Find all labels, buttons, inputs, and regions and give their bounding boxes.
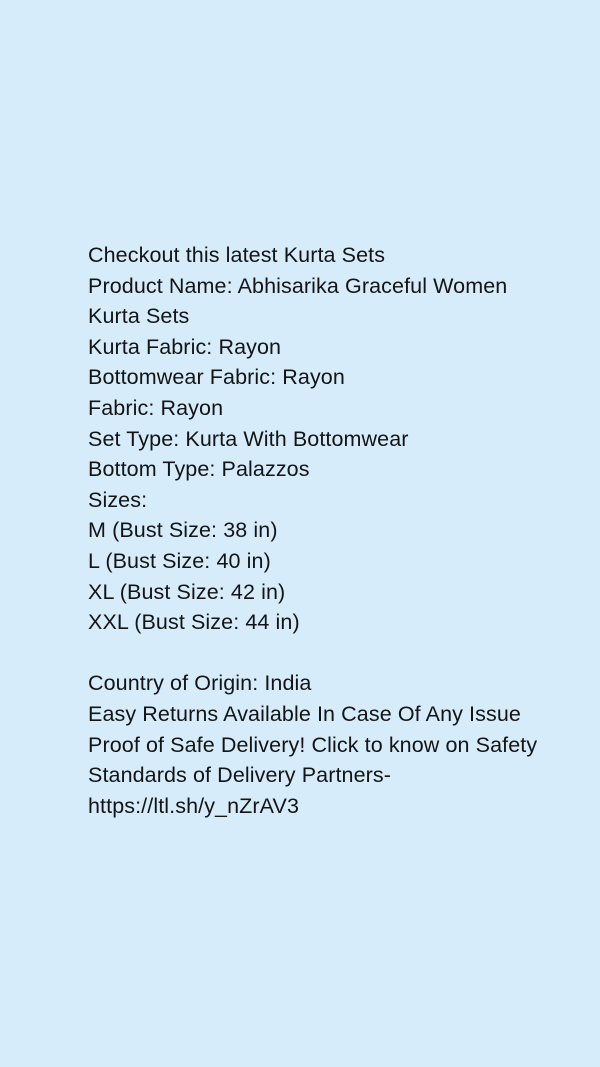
description-line: Country of Origin: India — [88, 671, 312, 696]
description-line: XXL (Bust Size: 44 in) — [88, 610, 300, 635]
description-line: L (Bust Size: 40 in) — [88, 548, 271, 573]
description-line: Sizes: — [88, 487, 148, 512]
description-line: Proof of Safe Delivery! Click to know on Safety Standards of Delivery Partners- https://ltl.sh/y_nZrAV3 — [88, 732, 544, 818]
description-line: Fabric: Rayon — [88, 395, 224, 420]
description-line: Bottomwear Fabric: Rayon — [88, 365, 345, 390]
description-line: Checkout this latest Kurta Sets — [88, 243, 386, 267]
description-line: Easy Returns Available In Case Of Any Issue — [88, 701, 521, 726]
description-line-blank — [88, 638, 558, 669]
description-line: Set Type: Kurta With Bottomwear — [88, 426, 409, 451]
description-line: Product Name: Abhisarika Graceful Women Kurta Sets — [88, 273, 514, 329]
description-line: Kurta Fabric: Rayon — [88, 334, 282, 359]
description-line: Bottom Type: Palazzos — [88, 457, 310, 482]
description-line: M (Bust Size: 38 in) — [88, 518, 278, 543]
description-line: XL (Bust Size: 42 in) — [88, 579, 286, 604]
product-description-text — [88, 240, 558, 821]
